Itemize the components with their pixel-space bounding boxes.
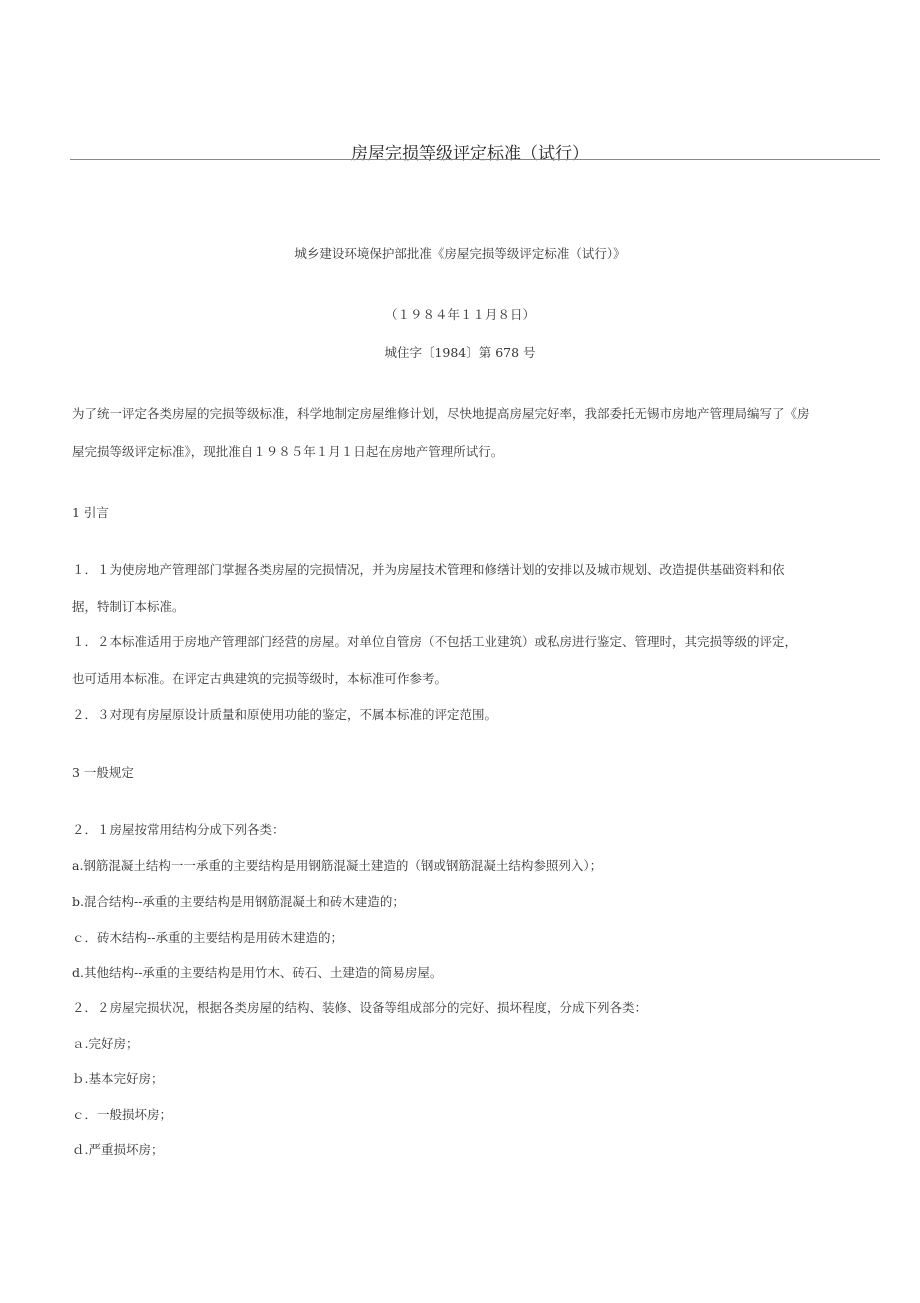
list-item: ｂ.基本完好房； <box>72 1071 164 1086</box>
clause-line: １．２本标准适用于房地产管理部门经营的房屋。对单位自管房（不包括工业建筑）或私房进行鉴定、管理时，其完损等级的评定， <box>72 634 798 649</box>
list-item: ｃ．砖木结构--承重的主要结构是用砖木建造的； <box>72 930 343 945</box>
list-item: d.其他结构--承重的主要结构是用竹木、砖石、土建造的简易房屋。 <box>72 965 443 980</box>
clause-line: ２．１房屋按常用结构分成下列各类： <box>72 822 285 837</box>
approval-date: （１９８４年１１月８日） <box>384 307 535 322</box>
document-number: 城住字〔1984〕第 678 号 <box>384 345 536 360</box>
title-divider <box>70 159 880 160</box>
clause-line: 据，特制订本标准。 <box>72 599 185 614</box>
section-heading-general-provisions: 3 一般规定 <box>72 765 134 780</box>
clause-line: ２．３对现有房屋原设计质量和原使用功能的鉴定，不属本标准的评定范围。 <box>72 707 498 722</box>
intro-paragraph-line: 为了统一评定各类房屋的完损等级标准，科学地制定房屋维修计划，尽快地提高房屋完好率，我部委托无锡市房地产管理局编写了《房 <box>72 406 810 421</box>
clause-line: １．１为使房地产管理部门掌握各类房屋的完损情况，并为房屋技术管理和修缮计划的安排以及城市规划、改造提供基础资料和依 <box>72 562 785 577</box>
clause-line: ２．２房屋完损状况，根据各类房屋的结构、装修、设备等组成部分的完好、损坏程度，分成下列各类： <box>72 1000 648 1015</box>
intro-paragraph-line: 屋完损等级评定标准》，现批准自１９８５年１月１日起在房地产管理所试行。 <box>72 444 504 459</box>
list-item: b.混合结构--承重的主要结构是用钢筋混凝土和砖木建造的； <box>72 894 405 909</box>
list-item: a.钢筋混凝土结构一一承重的主要结构是用钢筋混凝土建造的（钢或钢筋混凝土结构参照列入）； <box>72 858 603 873</box>
section-heading-introduction: 1 引言 <box>72 505 109 520</box>
clause-line: 也可适用本标准。在评定古典建筑的完损等级时，本标准可作参考。 <box>72 671 448 686</box>
list-item: ａ.完好房； <box>72 1036 139 1051</box>
document-title: 房屋完损等级评定标准（试行） <box>351 144 589 164</box>
list-item: ｄ.严重损坏房； <box>72 1142 164 1157</box>
approval-subtitle: 城乡建设环境保护部批准《房屋完损等级评定标准（试行）》 <box>294 246 626 261</box>
list-item: ｃ．一般损坏房； <box>72 1107 173 1122</box>
